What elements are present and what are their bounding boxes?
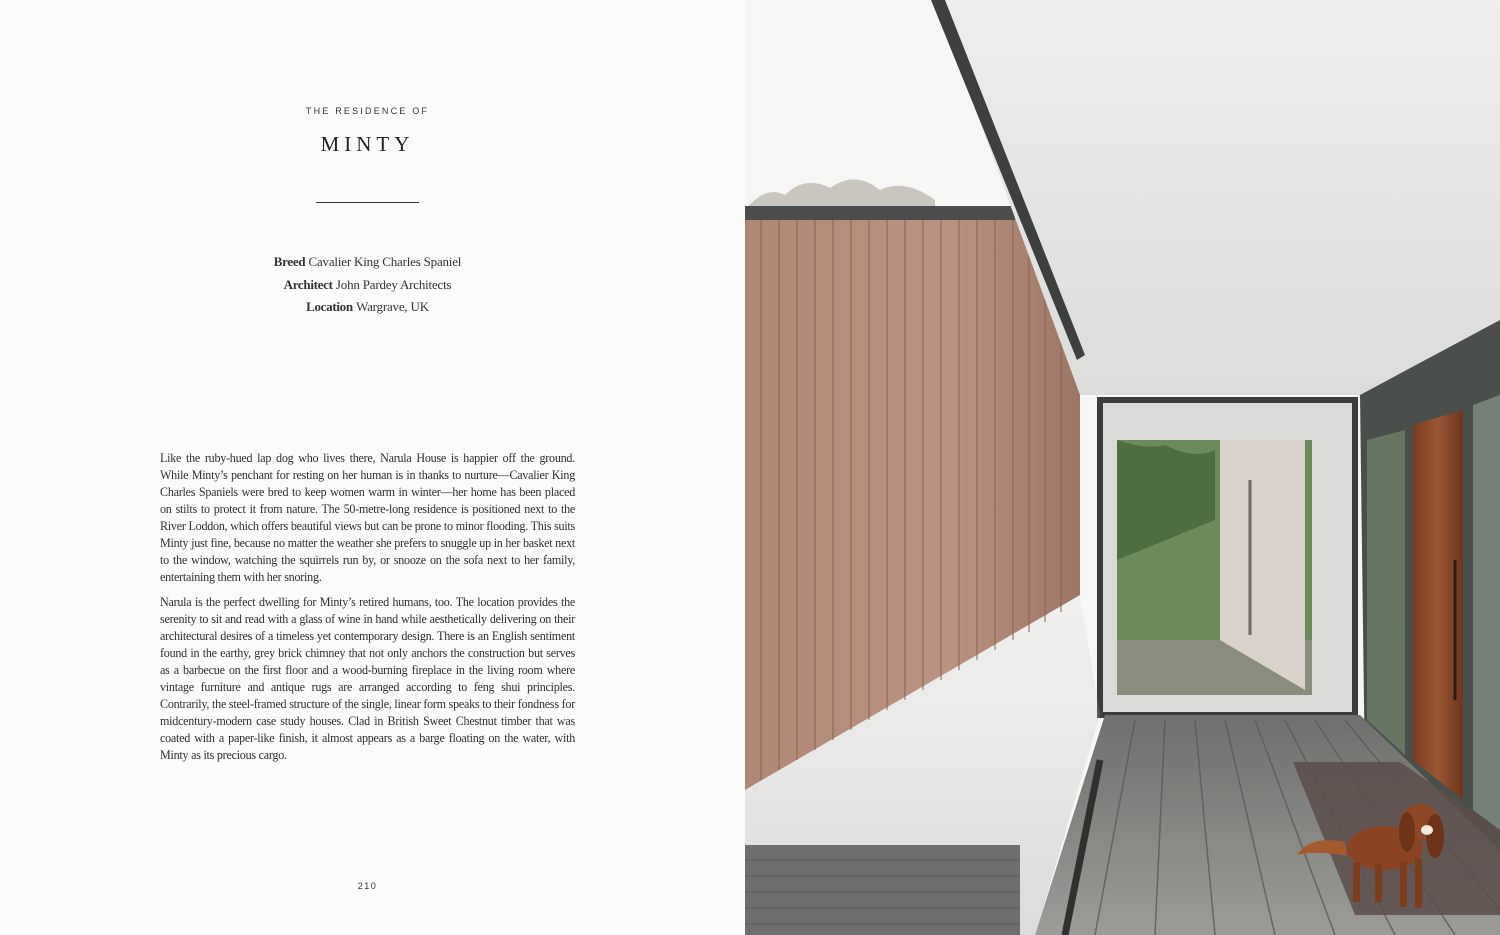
photo-illustration: [745, 0, 1500, 935]
kicker: THE RESIDENCE OF: [305, 106, 430, 116]
fact-value: Wargrave, UK: [356, 299, 429, 314]
page-number: 210: [357, 881, 378, 891]
roof-edge: [745, 206, 1015, 220]
house-terrace-photo: [745, 0, 1500, 935]
left-page: [0, 0, 745, 935]
glass-panel: [1367, 430, 1405, 755]
fact-key: Breed: [273, 254, 306, 269]
fact-key: Architect: [283, 276, 333, 292]
fact-key: Location: [306, 299, 353, 314]
fact-location: [0, 296, 735, 319]
fact-architect: [0, 274, 735, 297]
brick-base: [745, 845, 1020, 935]
page-title: MINTY: [320, 132, 415, 156]
fact-value: John Pardey Architects: [335, 276, 452, 292]
title-divider: [316, 202, 419, 203]
body-paragraph: Narula is the perfect dwelling for Minty’s retired humans, too. The location provides the serenity to sit and read with a glass of wine in hand while aesthetically delivering on their architectural desires of a timeless yet contemporary design. There is an English sentiment found in the earthy, grey brick chimney that not only anchors the construction but serves as a barbecue on the first floor and a wood-burning fireplace in the living room where vintage furniture and antique rugs are arranged according to feng shui principles. Contrarily, the steel-framed structure of the single, linear form speaks to their fondness for midcentury-modern case study houses. Clad in British Sweet Chestnut timber that was coated with a paper-like finish, it almost appears as a barge floating on the water, with Minty as its precious cargo.: [160, 595, 575, 762]
body-paragraph: Like the ruby-hued lap dog who lives there, Narula House is happier off the ground. While Minty’s penchant for resting on her human is in thanks to nurture—Cavalier King Charles Spaniels were bred to keep women warm in winter—her home has been placed on stilts to protect it from nature. The 50-metre-long residence is positioned next to the River Loddon, which offers beautiful views but can be prone to minor flooding. This suits Minty just fine, because no matter the weather she prefers to snuggle up in her basket next to the window, watching the squirrels run by, or snooze on the sofa next to her family, entertaining them with her snoring.: [160, 451, 575, 584]
fact-value: Cavalier King Charles Spaniel: [308, 254, 462, 269]
facts-list: [0, 251, 735, 319]
body-text: [160, 450, 575, 772]
glass-panel: [1473, 395, 1500, 830]
fact-breed: [0, 251, 735, 274]
